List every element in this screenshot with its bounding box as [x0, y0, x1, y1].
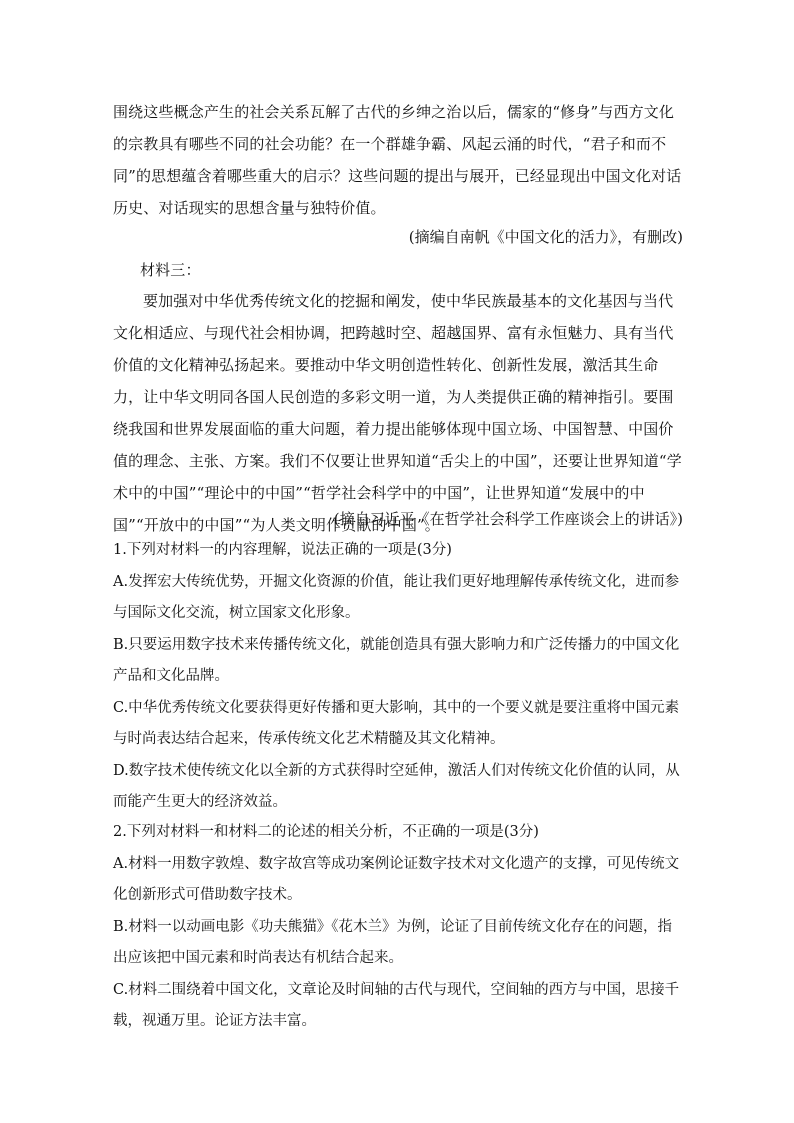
material3-paragraph: 要加强对中华优秀传统文化的挖掘和阐发，使中华民族最基本的文化基因与当代文化相适应、与现代社会相协调，把跨越时空、超越国界、富有永恒魅力、具有当代价值的文化精神弘扬起来。要推动中华文明创造性转化、创新性发展，激活其生命力，让中华文明同各国人民创造的多彩文明一道，为人类提供正确的精神指引。要围绕我国和世界发展面临的重大问题，着力提出能够体现中国立场、中国智慧、中国价值的理念、主张、方案。我们不仅要让世界知道“舌尖上的中国”，还要让世界知道“学术中的中国”“理论中的中国”“哲学社会科学中的中国”，让世界知道“发展中的中国”“开放中的中国”“为人类文明作贡献的中国”。	[113, 292, 682, 534]
question-2-stem: 2.下列对材料一和材料二的论述的相关分析，不正确的一项是(3分)	[113, 824, 539, 840]
material3-label: 材料三：	[140, 261, 201, 279]
question-1-option-c: C.中华优秀传统文化要获得更好传播和更大影响，其中的一个要义就是要注重将中国元素与时尚表达结合起来，传承传统文化艺术精髓及其文化精神。	[113, 699, 680, 747]
material2-source: (摘编自南帆《中国文化的活力》，有删改)	[408, 228, 683, 246]
question-1	[113, 535, 683, 819]
material3-source: (摘自习近平《在哲学社会科学工作座谈会上的讲话》)	[333, 510, 683, 528]
question-1-option-b: B.只要运用数字技术来传播传统文化，就能创造具有强大影响力和广泛传播力的中国文化产品和文化品牌。	[113, 636, 680, 684]
question-2-option-c: C.材料二围绕着中国文化，文章论及时间轴的古代与现代，空间轴的西方与中国，思接千载，视通万里。论证方法丰富。	[113, 981, 680, 1029]
material2-paragraph-tail: 围绕这些概念产生的社会关系瓦解了古代的乡绅之治以后，儒家的“修身”与西方文化的宗教具有哪些不同的社会功能？在一个群雄争霸、风起云涌的时代，“君子和而不同”的思想蕴含着哪些重大的启示？这些问题的提出与展开，已经显现出中国文化对话历史、对话现实的思想含量与独特价值。	[113, 103, 682, 217]
question-1-option-a: A.发挥宏大传统优势，开掘文化资源的价值，能让我们更好地理解传承传统文化，进而参与国际文化交流，树立国家文化形象。	[113, 573, 680, 621]
question-1-stem: 1.下列对材料一的内容理解，说法正确的一项是(3分)	[113, 542, 452, 558]
question-2	[113, 817, 683, 1038]
question-2-option-b: B.材料一以动画电影《功夫熊猫》《花木兰》为例，论证了目前传统文化存在的问题，指出应该把中国元素和时尚表达有机结合起来。	[113, 918, 673, 966]
question-1-option-d: D.数字技术使传统文化以全新的方式获得时空延伸，激活人们对传统文化价值的认同，从而能产生更大的经济效益。	[113, 762, 680, 810]
question-2-option-a: A.材料一用数字敦煌、数字故宫等成功案例论证数字技术对文化遗产的支撑，可见传统文化创新形式可借助数字技术。	[113, 855, 680, 903]
